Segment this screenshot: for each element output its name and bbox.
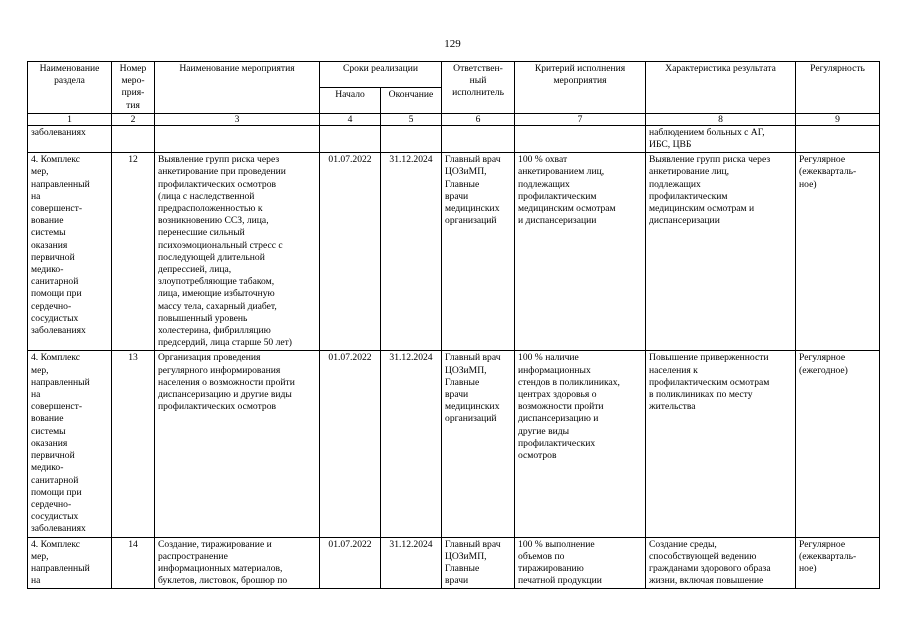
column-number: 2 — [112, 113, 155, 125]
header-period: Сроки реализации — [320, 62, 442, 88]
header-activity: Наименование мероприятия — [155, 62, 320, 114]
cell-section: 4. Комплекс мер, направленный на совершенст- вование системы оказания первичной медико- санитарной помощи при сердечно- сосудистых заболеваниях — [28, 153, 112, 351]
column-number: 9 — [796, 113, 880, 125]
page-number: 129 — [444, 38, 461, 50]
cell-responsible: Главный врач ЦОЗиМП, Главные врачи медицинских организаций — [442, 351, 515, 537]
activities-table — [27, 61, 880, 589]
column-number: 4 — [320, 113, 381, 125]
cell-end: 31.12.2024 — [381, 537, 442, 589]
cell-section: 4. Комплекс мер, направленный на совершенст- вование системы оказания первичной медико- санитарной помощи при сердечно- сосудистых заболеваниях — [28, 351, 112, 537]
table-row — [28, 153, 880, 351]
cell-section: заболеваниях — [28, 125, 112, 152]
cell-end: 31.12.2024 — [381, 153, 442, 351]
header-responsible: Ответствен- ный исполнитель — [442, 62, 515, 114]
table-row — [28, 351, 880, 537]
cell-number — [112, 125, 155, 152]
column-number: 5 — [381, 113, 442, 125]
cell-criterion: 100 % выполнение объемов по тиражированию печатной продукции — [515, 537, 646, 589]
cell-result: Создание среды, способствующей ведению гражданами здорового образа жизни, включая повышение — [646, 537, 796, 589]
cell-start: 01.07.2022 — [320, 351, 381, 537]
cell-result: Выявление групп риска через анкетирование лиц, подлежащих профилактическим медицинским осмотрам и диспансеризации — [646, 153, 796, 351]
header-row — [28, 62, 880, 88]
cell-start — [320, 125, 381, 152]
column-number: 6 — [442, 113, 515, 125]
cell-regularity: Регулярное (ежекварталь- ное) — [796, 537, 880, 589]
cell-responsible — [442, 125, 515, 152]
cell-activity: Выявление групп риска через анкетирование при проведении профилактических осмотров (лица с наследственной предрасположенностью к возникновению ССЗ, лица, перенесшие сильный психоэмоциональный стресс с последующей длительной депрессией, лица, злоупотребляющие табаком, лица, имеющие избыточную массу тела, сахарный диабет, повышенный уровень холестерина, фибрилляцию предсердий, лица старше 50 лет) — [155, 153, 320, 351]
cell-criterion: 100 % наличие информационных стендов в поликлиниках, центрах здоровья о возможности пройти диспансеризацию и другие виды профилактических осмотров — [515, 351, 646, 537]
cell-end: 31.12.2024 — [381, 351, 442, 537]
column-number: 3 — [155, 113, 320, 125]
cell-number: 14 — [112, 537, 155, 589]
header-start: Начало — [320, 87, 381, 113]
cell-activity: Создание, тиражирование и распространение информационных материалов, буклетов, листовок, брошюр по — [155, 537, 320, 589]
cell-criterion: 100 % охват анкетированием лиц, подлежащих профилактическим медицинским осмотрам и диспансеризации — [515, 153, 646, 351]
cell-result: наблюдением больных с АГ, ИБС, ЦВБ — [646, 125, 796, 152]
cell-responsible: Главный врач ЦОЗиМП, Главные врачи — [442, 537, 515, 589]
cell-start: 01.07.2022 — [320, 153, 381, 351]
cell-responsible: Главный врач ЦОЗиМП, Главные врачи медицинских организаций — [442, 153, 515, 351]
cell-regularity — [796, 125, 880, 152]
column-number-row — [28, 113, 880, 125]
cell-number: 13 — [112, 351, 155, 537]
cell-regularity: Регулярное (ежекварталь- ное) — [796, 153, 880, 351]
continuation-row — [28, 125, 880, 152]
cell-section: 4. Комплекс мер, направленный на — [28, 537, 112, 589]
cell-activity — [155, 125, 320, 152]
cell-criterion — [515, 125, 646, 152]
cell-start: 01.07.2022 — [320, 537, 381, 589]
header-criterion: Критерий исполнения мероприятия — [515, 62, 646, 114]
header-section: Наименование раздела — [28, 62, 112, 114]
cell-end — [381, 125, 442, 152]
header-result: Характеристика результата — [646, 62, 796, 114]
header-end: Окончание — [381, 87, 442, 113]
column-number: 7 — [515, 113, 646, 125]
cell-number: 12 — [112, 153, 155, 351]
header-regularity: Регулярность — [796, 62, 880, 114]
table-row — [28, 537, 880, 589]
cell-activity: Организация проведения регулярного информирования населения о возможности пройти диспансеризацию и другие виды профилактических осмотров — [155, 351, 320, 537]
cell-regularity: Регулярное (ежегодное) — [796, 351, 880, 537]
column-number: 1 — [28, 113, 112, 125]
cell-result: Повышение приверженности населения к профилактическим осмотрам в поликлиниках по месту жительства — [646, 351, 796, 537]
column-number: 8 — [646, 113, 796, 125]
header-number: Номер меро- прия- тия — [112, 62, 155, 114]
